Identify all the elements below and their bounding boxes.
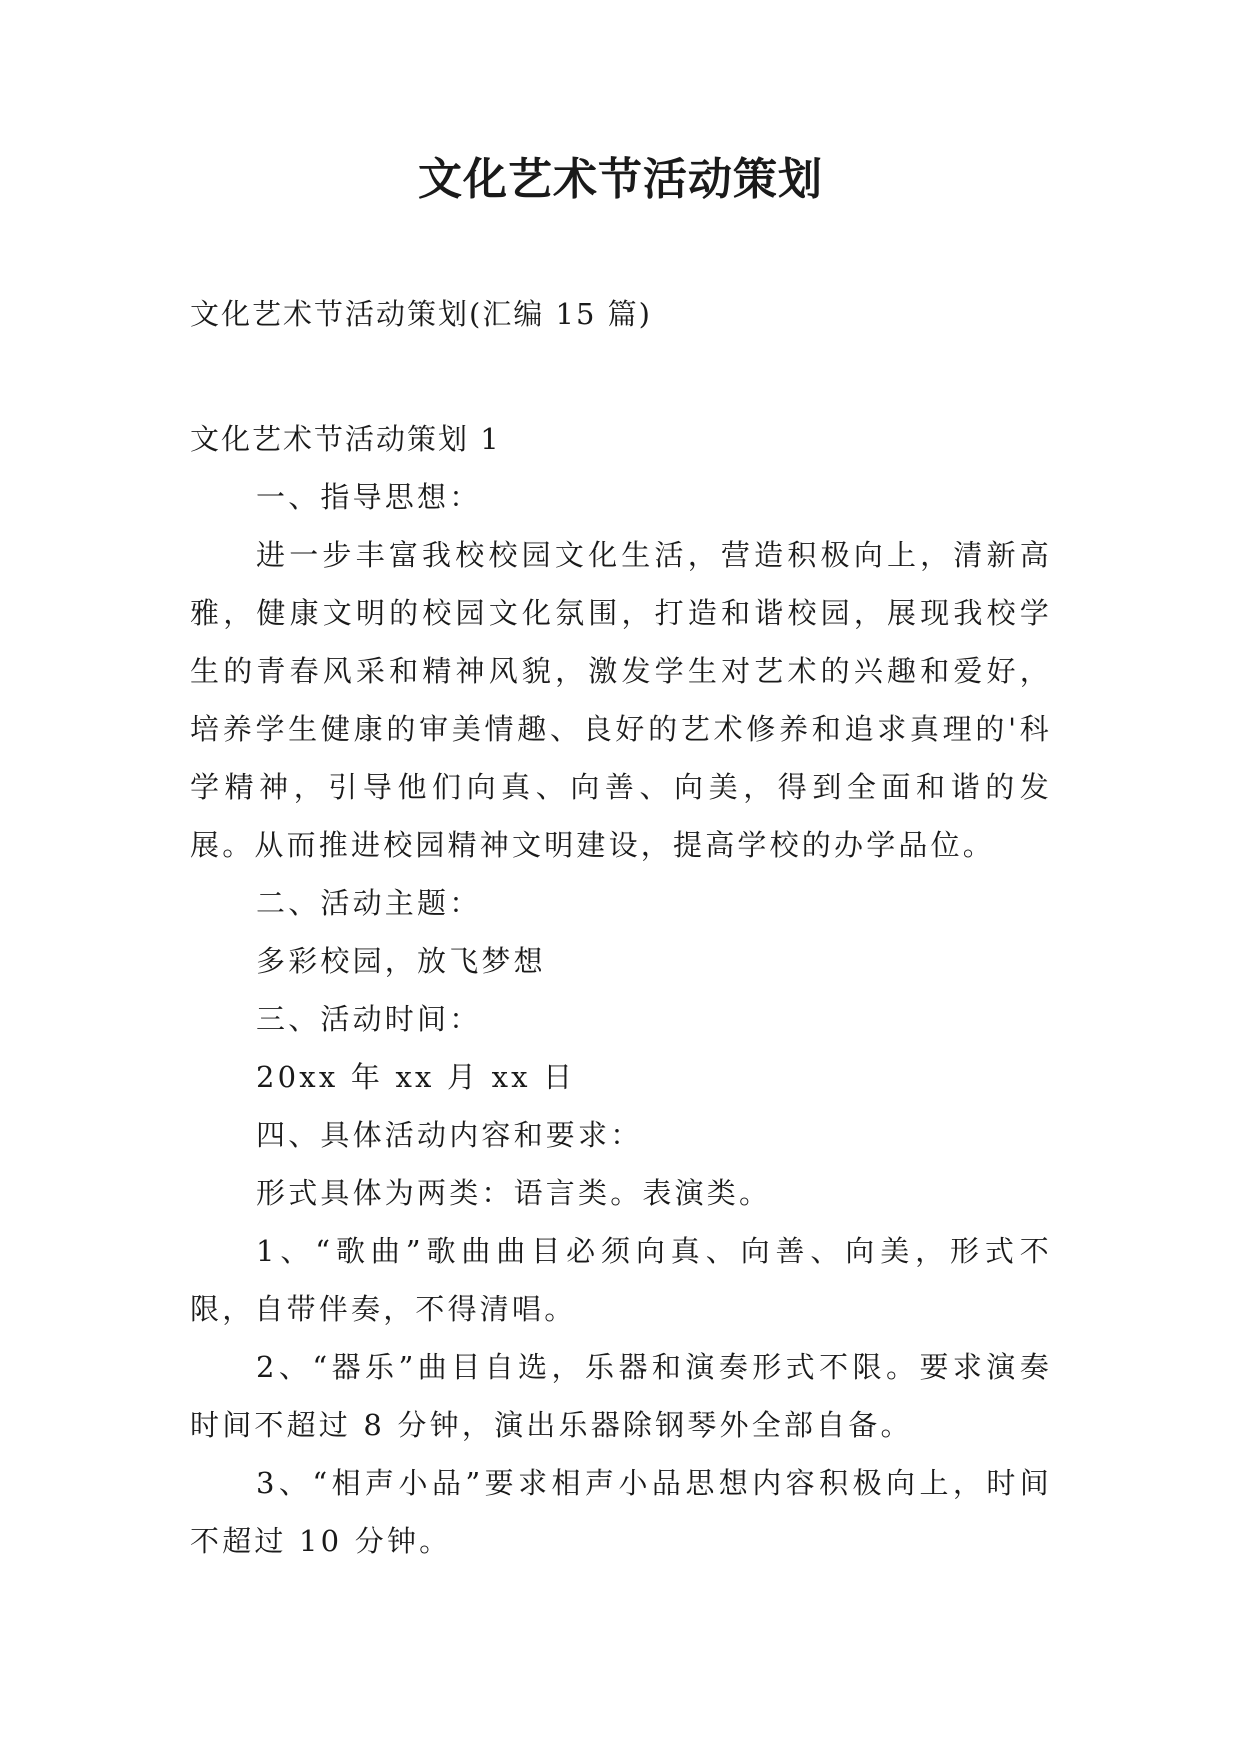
paragraph-theme: 多彩校园，放飞梦想 (256, 944, 546, 978)
paragraph-item-comedy: 3、“相声小品”要求相声小品思想内容积极向上，时间不超过 10 分钟。 (190, 1466, 1052, 1558)
paragraph-content-forms: 形式具体为两类：语言类。表演类。 (256, 1176, 772, 1210)
document-subtitle: 文化艺术节活动策划(汇编 15 篇) (190, 297, 652, 331)
paragraph-content-heading: 四、具体活动内容和要求： (256, 1118, 643, 1152)
paragraph-time: 20xx 年 xx 月 xx 日 (256, 1060, 576, 1094)
document-title: 文化艺术节活动策划 (418, 154, 823, 205)
document-body (190, 410, 1052, 1570)
paragraph-theme-heading: 二、活动主题： (256, 886, 482, 920)
paragraph-item-songs: 1、“歌曲”歌曲曲目必须向真、向善、向美，形式不限，自带伴奏，不得清唱。 (190, 1234, 1052, 1326)
paragraph-item-instrumental: 2、“器乐”曲目自选，乐器和演奏形式不限。要求演奏时间不超过 8 分钟，演出乐器除钢琴外全部自备。 (190, 1350, 1052, 1442)
paragraph-guiding-thought-heading: 一、指导思想： (256, 480, 482, 514)
paragraph-time-heading: 三、活动时间： (256, 1002, 482, 1036)
paragraph-guiding-thought: 进一步丰富我校校园文化生活，营造积极向上，清新高雅，健康文明的校园文化氛围，打造和谐校园，展现我校学生的青春风采和精神风貌，激发学生对艺术的兴趣和爱好，培养学生健康的审美情趣、良好的艺术修养和追求真理的'科学精神，引导他们向真、向善、向美，得到全面和谐的发展。从而推进校园精神文明建设，提高学校的办学品位。 (190, 538, 1052, 862)
section-heading: 文化艺术节活动策划 1 (190, 422, 501, 456)
